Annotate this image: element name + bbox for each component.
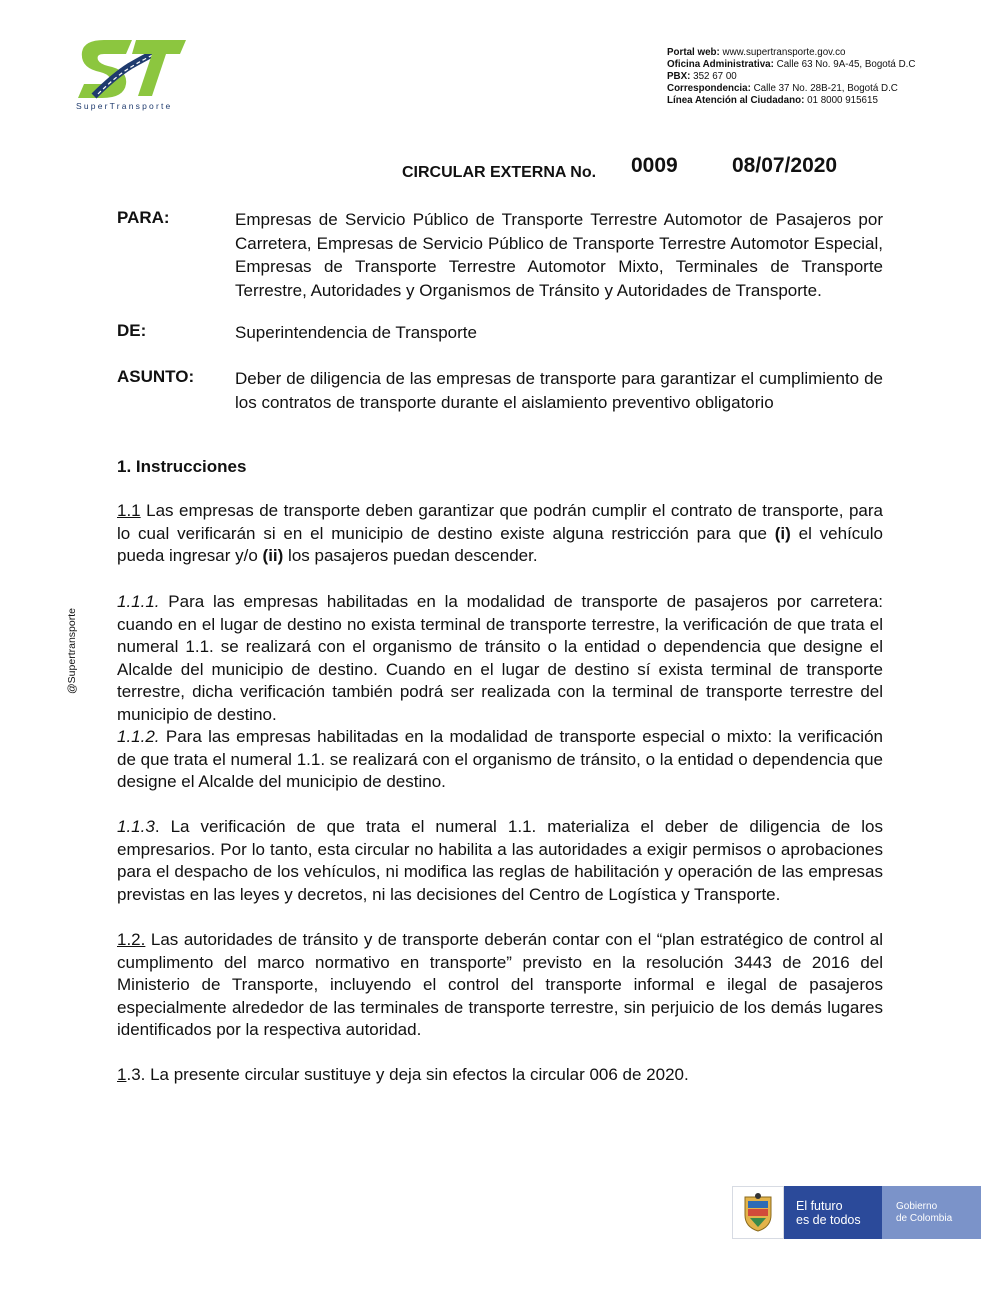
side-social-handle: @Supertransporte <box>66 608 78 694</box>
paragraph-1-1: 1.1 Las empresas de transporte deben garantizar que podrán cumplir el contrato de transporte, para lo cual verificarán si en el municipio de destino existe alguna restricción para que (i) el vehículo pueda ingresar y/o (ii) los pasajeros puedan descender. <box>117 501 883 565</box>
government-badge <box>732 1186 981 1239</box>
logo-t-shape <box>132 40 186 96</box>
paragraph-1-1-1: 1.1.1. Para las empresas habilitadas en la modalidad de transporte de pasajeros por carretera: cuando en el lugar de destino no exista terminal de transporte terrestre, la verificación de que trata el numeral 1.1. se realizará con el organismo de tránsito o la entidad o dependencia que designe el Alcalde del municipio de destino. Cuando en el lugar de destino sí exista terminal de transporte terrestre, dicha verificación también podrá ser realizada con la terminal de transporte terrestre del municipio de destino. <box>117 592 883 724</box>
section-title: 1. Instrucciones <box>117 457 247 476</box>
logo-caption: SuperTransporte <box>76 101 173 111</box>
circular-number: 0009 <box>631 154 678 177</box>
contact-oficina: Oficina Administrativa: Calle 63 No. 9A-45, Bogotá D.C <box>667 59 916 70</box>
asunto-label: ASUNTO: <box>117 367 195 386</box>
futuro-line2: es de todos <box>796 1212 861 1227</box>
de-value: Superintendencia de Transporte <box>235 323 477 342</box>
de-label: DE: <box>117 321 147 340</box>
futuro-block <box>784 1186 882 1239</box>
contact-pbx: PBX: 352 67 00 <box>667 71 737 82</box>
paragraph-1-2: 1.2. Las autoridades de tránsito y de transporte deberán contar con el “plan estratégico de control al cumplimento del marco normativo en transporte” previsto en la resolución 3443 de 2016 del Ministerio de Transporte, incluyendo el control del transporte informal e ilegal de pasajeros especialmente alrededor de las terminales de transporte terrestre, sin perjuicio de los demás lugares identificados por la respectiva autoridad. <box>117 930 883 1039</box>
contact-info <box>667 47 915 107</box>
paragraph-1-3: 1.3. La presente circular sustituye y deja sin efectos la circular 006 de 2020. <box>117 1065 689 1084</box>
gobierno-line1: Gobierno <box>896 1200 938 1212</box>
para-label: PARA: <box>117 208 170 227</box>
contact-portal: Portal web: www.supertransporte.gov.co <box>667 47 846 58</box>
futuro-line1: El futuro <box>796 1198 843 1213</box>
gobierno-line2: de Colombia <box>896 1212 953 1224</box>
asunto-value: Deber de diligencia de las empresas de transporte para garantizar el cumplimiento de los contratos de transporte durante el aislamiento preventivo obligatorio <box>235 369 883 412</box>
gobierno-block <box>882 1186 981 1239</box>
contact-linea: Línea Atención al Ciudadano: 01 8000 915615 <box>667 95 878 106</box>
paragraph-1-1-3: 1.1.3. La verificación de que trata el numeral 1.1. materializa el deber de diligencia de los empresarios. Por lo tanto, esta circular no habilita a las autoridades a exigir permisos o aprobaciones para el despacho de los vehículos, ni modifica las reglas de habilitación y operación de las empresas previstas en las leyes y decretos, ni las decisiones del Centro de Logística y Transporte. <box>117 817 883 904</box>
para-value: Empresas de Servicio Público de Transporte Terrestre Automotor de Pasajeros por Carretera, Empresas de Servicio Público de Transporte Terrestre Automotor Especial, Empresas de Transporte Terrestre Automotor Mixto, Terminales de Transporte Terrestre, Autoridades y Organismos de Tránsito y Autoridades de Transporte. <box>235 210 883 300</box>
paragraph-1-1-2: 1.1.2. Para las empresas habilitadas en la modalidad de transporte especial o mixto: la verificación de que trata el numeral 1.1. se realizará con el organismo de tránsito, o la entidad o dependencia que designe el Alcalde del municipio de destino. <box>117 727 883 791</box>
circular-label: CIRCULAR EXTERNA No. <box>402 164 597 181</box>
circular-date: 08/07/2020 <box>732 154 838 177</box>
contact-correspondencia: Correspondencia: Calle 37 No. 28B-21, Bogotá D.C <box>667 83 898 94</box>
coat-of-arms-icon <box>732 1186 784 1239</box>
